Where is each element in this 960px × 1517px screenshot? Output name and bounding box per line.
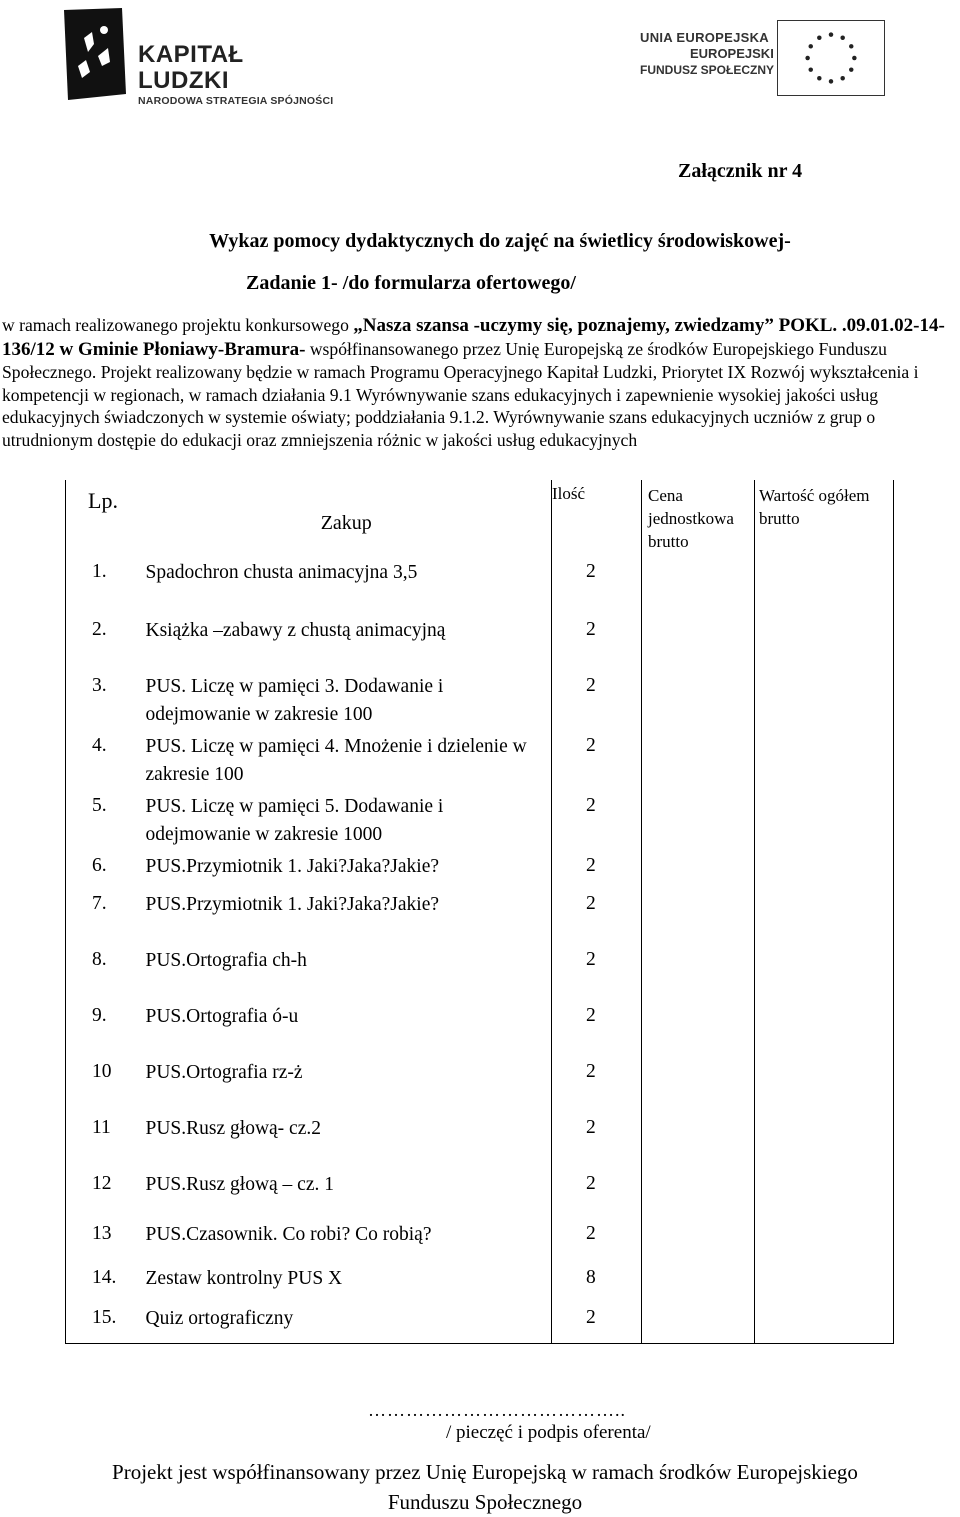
kapital-ludzki-subtitle: NARODOWA STRATEGIA SPÓJNOŚCI [138, 95, 334, 107]
row-unit-price [642, 1167, 755, 1217]
row-lp: 7. [66, 887, 142, 943]
table-row [66, 1055, 894, 1111]
intro-paragraph [2, 314, 960, 451]
row-item: Zestaw kontrolny PUS X [145, 1268, 343, 1289]
kapital-ludzki-logo [64, 8, 334, 108]
table-row [66, 1111, 894, 1167]
row-item: PUS. Liczę w pamięci 3. Dodawanie i odejmowanie w zakresie 100 [145, 676, 444, 725]
row-unit-price [642, 887, 755, 943]
eu-star-icon [805, 56, 809, 60]
table-row [66, 887, 894, 943]
eu-star-icon [829, 32, 833, 36]
row-qty: 2 [552, 1111, 642, 1167]
row-qty: 2 [552, 887, 642, 943]
row-qty: 2 [552, 943, 642, 999]
row-lp: 3. [66, 669, 142, 729]
table-row [66, 943, 894, 999]
row-total [755, 1111, 894, 1167]
row-unit-price [642, 1301, 755, 1343]
header-unit-price: Cena jednostkowa brutto [642, 480, 755, 555]
row-unit-price [642, 555, 755, 613]
eu-star-icon [840, 36, 844, 40]
row-lp: 14. [66, 1261, 142, 1301]
row-unit-price [642, 1217, 755, 1261]
row-lp: 9. [66, 999, 142, 1055]
row-item: PUS.Rusz głową- cz.2 [145, 1118, 321, 1139]
row-qty: 2 [552, 1055, 642, 1111]
row-lp: 10 [66, 1055, 142, 1111]
row-total [755, 1167, 894, 1217]
row-qty: 2 [552, 1217, 642, 1261]
row-item: Quiz ortograficzny [142, 1301, 552, 1343]
table-row [66, 999, 894, 1055]
footer-line1: Projekt jest współfinansowany przez Unię Europejską w ramach środków Europejskiego [112, 1460, 858, 1484]
items-table [65, 480, 894, 1344]
row-total [755, 555, 894, 613]
eu-logo-line1: UNIA EUROPEJSKA [640, 30, 769, 45]
row-qty: 2 [552, 613, 642, 669]
row-total [755, 789, 894, 849]
intro-prefix: w ramach realizowanego projektu konkursowego [2, 315, 354, 335]
row-unit-price [642, 789, 755, 849]
table-row [66, 555, 894, 613]
row-qty: 2 [552, 849, 642, 887]
row-lp: 12 [66, 1167, 142, 1217]
row-total [755, 887, 894, 943]
row-item: PUS.Ortografia ch-h [145, 950, 307, 971]
table-row [66, 1167, 894, 1217]
eu-logo-line2: EUROPEJSKI [690, 46, 774, 61]
footer-text [0, 1457, 960, 1517]
row-qty: 2 [552, 999, 642, 1055]
kapital-ludzki-flag-icon [64, 8, 126, 100]
row-lp: 13 [66, 1217, 142, 1261]
row-unit-price [642, 1111, 755, 1167]
row-total [755, 1217, 894, 1261]
header-item: Zakup [320, 512, 372, 534]
row-lp: 6. [66, 849, 142, 887]
row-item: PUS.Czasownik. Co robi? Co robią? [145, 1224, 432, 1245]
row-item: PUS.Ortografia ó-u [145, 1006, 299, 1027]
intro-description: współfinansowanego przez Unię Europejską ze środków Europejskiego Funduszu Społecznego. Projekt realizowany będzie w ramach Programu Operacyjnego Kapitał Ludzki, Priorytet IX Rozwój wykształcenia i kompetencji w regionach, w ramach działania 9.1 Wyrównywanie szans edukacyjnych i zapewnienie wysokiej jakości usług edukacyjnych świadczonych w systemie oświaty; poddziałania 9.1.2. Wyrównywanie szans edukacyjnych uczniów z grup o utrudnionym dostępie do edukacji oraz zmniejszenia różnic w jakości usług edukacyjnych [2, 338, 919, 450]
row-qty: 2 [552, 669, 642, 729]
row-item: PUS.Przymiotnik 1. Jaki?Jaka?Jakie? [145, 856, 440, 877]
row-item: PUS. Liczę w pamięci 5. Dodawanie i odejmowanie w zakresie 1000 [145, 796, 444, 845]
eu-star-icon [840, 76, 844, 80]
row-lp: 8. [66, 943, 142, 999]
signature-label: / pieczęć i podpis oferenta/ [446, 1422, 651, 1443]
eu-flag-icon [777, 20, 885, 96]
row-unit-price [642, 1055, 755, 1111]
row-qty: 2 [552, 729, 642, 789]
eu-star-icon [849, 67, 853, 71]
header-lp: Lp. [66, 480, 142, 555]
row-lp: 15. [66, 1301, 142, 1343]
row-item: PUS.Przymiotnik 1. Jaki?Jaka?Jakie? [145, 894, 440, 915]
row-item: Książka –zabawy z chustą animacyjną [145, 620, 446, 641]
kapital-ludzki-title: KAPITAŁ LUDZKI [138, 41, 244, 94]
row-unit-price [642, 613, 755, 669]
row-unit-price [642, 669, 755, 729]
eu-star-icon [829, 79, 833, 83]
row-item: PUS.Rusz głową – cz. 1 [145, 1174, 334, 1195]
table-row [66, 1261, 894, 1301]
row-qty: 2 [552, 555, 642, 613]
row-lp: 1. [66, 555, 142, 613]
eu-logo [640, 20, 890, 100]
row-total [755, 1261, 894, 1301]
row-total [755, 729, 894, 789]
row-lp: 5. [66, 789, 142, 849]
table-row [66, 729, 894, 789]
row-lp: 2. [66, 613, 142, 669]
row-unit-price [642, 943, 755, 999]
row-total [755, 1055, 894, 1111]
eu-star-icon [849, 44, 853, 48]
row-item: PUS. Liczę w pamięci 4. Mnożenie i dzielenie w zakresie 100 [145, 736, 527, 785]
row-qty: 2 [552, 1167, 642, 1217]
row-total [755, 943, 894, 999]
row-unit-price [642, 999, 755, 1055]
row-qty: 2 [552, 1301, 642, 1343]
row-total [755, 849, 894, 887]
eu-star-icon [817, 76, 821, 80]
footer-line2: Funduszu Społecznego [387, 1490, 583, 1514]
signature-dots: ………………………………….. [368, 1400, 626, 1420]
table-header-row [66, 480, 894, 555]
table-row [66, 1301, 894, 1343]
row-total [755, 1301, 894, 1343]
table-row [66, 669, 894, 729]
header-qty: Ilość [552, 480, 642, 555]
row-total [755, 613, 894, 669]
table-row [66, 849, 894, 887]
row-total [755, 999, 894, 1055]
row-unit-price [642, 849, 755, 887]
row-item: Spadochron chusta animacyjna 3,5 [145, 562, 418, 583]
eu-star-icon [817, 36, 821, 40]
row-unit-price [642, 729, 755, 789]
annex-label: Załącznik nr 4 [678, 160, 803, 182]
table-row [66, 789, 894, 849]
row-qty: 8 [552, 1261, 642, 1301]
row-item: PUS.Ortografia rz-ż [145, 1062, 303, 1083]
row-unit-price [642, 1261, 755, 1301]
row-lp: 11 [66, 1111, 142, 1167]
header-total: Wartość ogółem brutto [755, 480, 894, 555]
row-lp: 4. [66, 729, 142, 789]
row-qty: 2 [552, 789, 642, 849]
intro-project-name: „Nasza szansa -uczymy się, poznajemy, zwiedzamy” POKL. .09.01.02-14-136/12 w Gminie Płoniawy-Bramura- [2, 315, 945, 360]
table-row [66, 1217, 894, 1261]
row-total [755, 669, 894, 729]
eu-logo-line3: FUNDUSZ SPOŁECZNY [640, 63, 775, 77]
eu-star-icon [809, 44, 813, 48]
document-subtitle: Zadanie 1- /do formularza ofertowego/ [246, 272, 576, 294]
table-row [66, 613, 894, 669]
document-title: Wykaz pomocy dydaktycznych do zajęć na świetlicy środowiskowej- [209, 230, 791, 252]
eu-star-icon [852, 56, 856, 60]
eu-star-icon [809, 67, 813, 71]
